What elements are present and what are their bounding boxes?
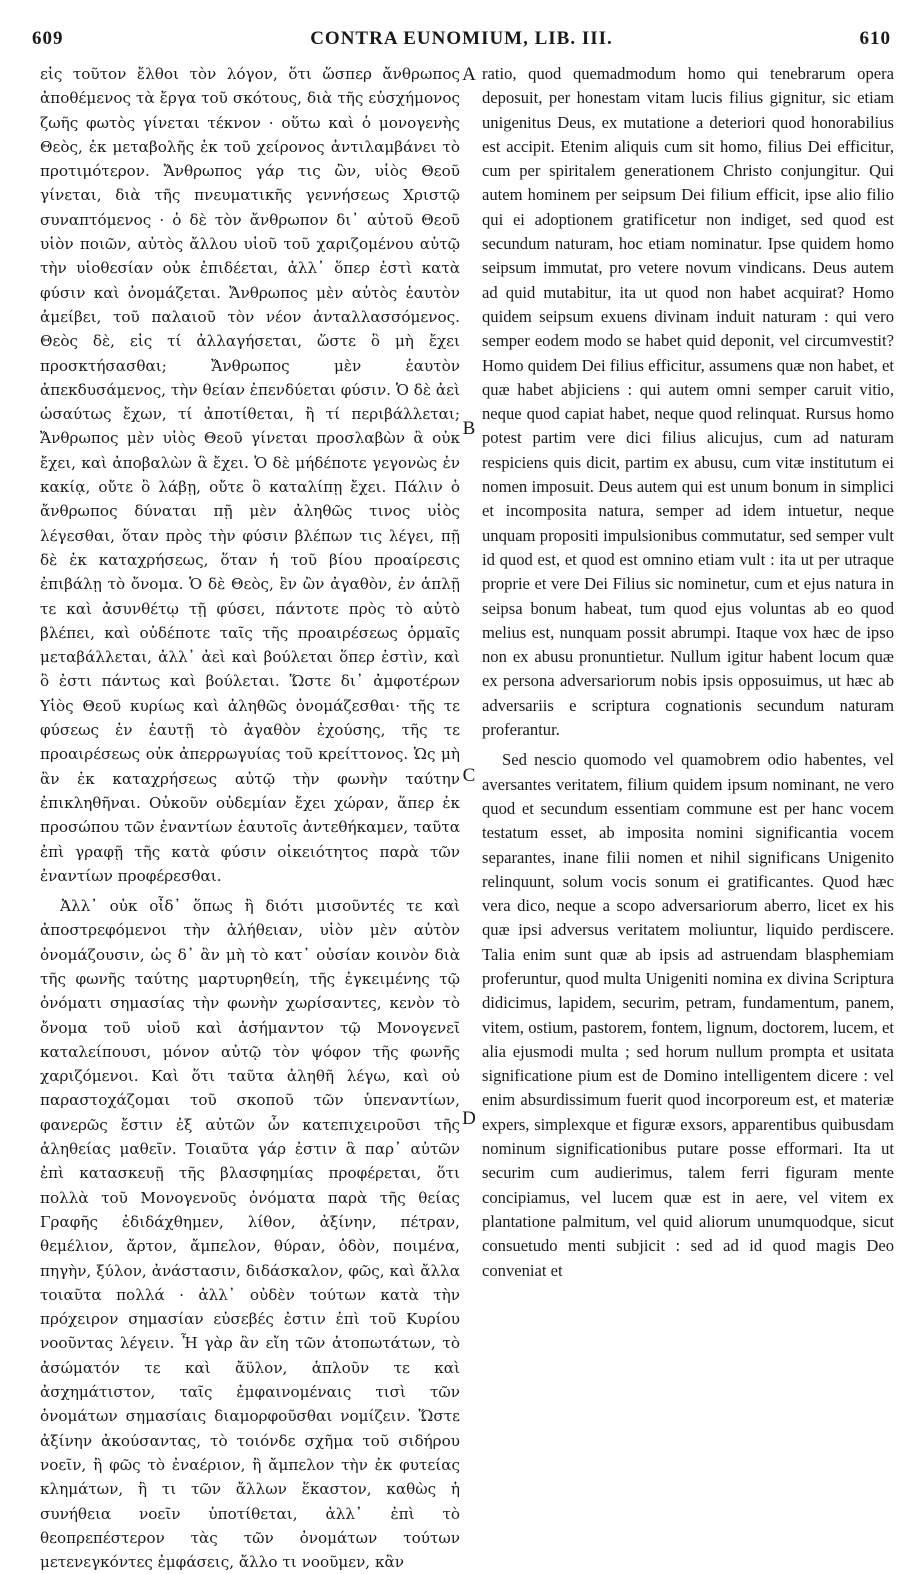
page-number-left: 609 [32, 28, 64, 49]
greek-paragraph-1: εἰς τοῦτον ἔλθοι τὸν λόγον, ὅτι ὥσπερ ἄνθρωπος ἀποθέμενος τὰ ἔργα τοῦ σκότους, διὰ τῆς εὐσχήμονος ζωῆς φωτὸς γίνεται τέκνον · οὕτω καὶ ὁ μονογενὴς Θεὸς, ἐκ μεταβολῆς ἐκ τοῦ χείρονος ἀντιλαμβάνει τὸ προτιμότερον. Ἄνθρωπος γάρ τις ὢν, υἱὸς Θεοῦ γίνεται, διὰ τῆς πνευματικῆς γεννήσεως Χριστῷ συναπτόμενος · ὁ δὲ τὸν ἄνθρωπον δι᾽ αὐτοῦ Θεοῦ υἱὸν ποιῶν, αὐτὸς ἄλλου υἱοῦ τοῦ χαριζομένου αὐτῷ τὴν υἱοθεσίαν οὐκ ἐπιδέεται, ἀλλ᾽ ὅπερ ἐστὶ κατὰ φύσιν καὶ ὀνομάζεται. Ἄνθρωπος μὲν αὐτὸς ἑαυτὸν ἀμείβει, τοῦ παλαιοῦ τὸν νέον ἀνταλλασσόμενος. Θεὸς δὲ, εἰς τί ἀλλαγήσεται, ὥστε ὃ μὴ ἔχει προσκτήσασθαι; Ἄνθρωπος μὲν ἑαυτὸν ἀπεκδυσάμενος, τὴν θείαν ἐπενδύεται φύσιν. Ὁ δὲ ἀεὶ ὡσαύτως ἔχων, τί ἀποτίθεται, ἢ τί περιβάλλεται; Ἄνθρωπος μὲν υἱὸς Θεοῦ γίνεται προσλαβὼν ἃ οὐκ ἔχει, καὶ ἀποβαλὼν ἃ ἔχει. Ὁ δὲ μήδέποτε γεγονὼς ἐν κακίᾳ, οὔτε ὃ λάβῃ, οὔτε ὃ καταλίπῃ ἔχει. Πάλιν ὁ ἄνθρωπος δύναται πῇ μὲν ἀληθῶς τινος υἱὸς λέγεσθαι, ὅταν πρὸς τὴν φύσιν βλέπων τις λέγει, πῇ δὲ ἐκ καταχρήσεως, ὅταν ἡ τοῦ βίου προαίρεσις ἐπιβάλῃ τὸ ὄνομα. Ὁ δὲ Θεὸς, ἓν ὢν ἀγαθὸν, ἐν ἁπλῇ τε καὶ ἀσυνθέτῳ τῇ φύσει, πάντοτε πρὸς τὸ αὐτὸ βλέπει, καὶ οὐδέποτε ταῖς τῆς προαιρέσεως ὁρμαῖς μεταβάλλεται, ἀλλ᾽ ἀεὶ καὶ βούλεται ὅπερ ἐστὶν, καὶ ὃ ἐστι πάντως καὶ βούλεται. Ὥστε δι᾽ ἀμφοτέρων Υἱὸς Θεοῦ κυρίως καὶ ἀληθῶς ὀνομάζεσθαι· τῆς τε φύσεως ἐν ἑαυτῇ τὸ ἀγαθὸν ἐχούσης, τῆς τε προαιρέσεως οὐκ ἀπερρωγυίας τοῦ κρείττονος. Ὡς μὴ ἂν ἐκ καταχρήσεως αὐτῷ τὴν φωνὴν ταύτην ἐπικληθῆναι. Οὐκοῦν οὐδεμίαν ἔχει χώραν, ἅπερ ἐκ προσώπου τῶν ἐναντίων ἑαυτοῖς ἀντεθήκαμεν, ταῦτα ἐπὶ γραφῇ τῆς κατὰ φύσιν οἰκειότητος παρὰ τῶν ἐναντίων προφέρεσθαι. [40, 65, 460, 885]
greek-paragraph-2: Ἀλλ᾽ οὐκ οἶδ᾽ ὅπως ἢ διότι μισοῦντές τε καὶ ἀποστρεφόμενοι τὴν ἀλήθειαν, υἱὸν μὲν αὐτὸν ὀνομάζουσιν, ὡς δ᾽ ἂν μὴ τὸ κατ᾽ οὐσίαν κοινὸν διὰ τῆς φωνῆς ταύτης μαρτυρηθείη, τῆς ἐγκειμένης τῷ ὀνόματι σημασίας τὴν φωνὴν χωρίσαντες, κενὸν τὸ ὄνομα τοῦ υἱοῦ καὶ ἀσήμαντον τῷ Μονογενεῖ καταλείπουσι, μόνον αὐτῷ τὸν ψόφον τῆς φωνῆς χαριζόμενοι. Καὶ ὅτι ταῦτα ἀληθῆ λέγω, καὶ οὐ παραστοχάζομαι τοῦ σκοποῦ τῶν ὑπεναντίων, φανερῶς ἔστιν ἐξ αὐτῶν ὧν κατεπιχειροῦσι τῆς ἀληθείας μαθεῖν. Τοιαῦτα γάρ ἐστιν ἃ παρ᾽ αὐτῶν ἐπὶ κατασκευῇ τῆς βλασφημίας προφέρεται, ὅτι πολλὰ τοῦ Μονογενοῦς ὀνόματα παρὰ τῆς θείας Γραφῆς ἐδιδάχθημεν, λίθον, ἀξίνην, πέτραν, θεμέλιον, ἄρτον, ἄμπελον, θύραν, ὁδὸν, ποιμένα, πηγὴν, ξύλον, ἀνάστασιν, διδάσκαλον, φῶς, καὶ ἄλλα τοιαῦτα πολλά · ἀλλ᾽ οὐδὲν τούτων κατὰ τὴν πρόχειρον σημασίαν εὐσεβές ἐστιν ἐπὶ τοῦ Κυρίου νοοῦντας λέγειν. Ἦ γὰρ ἂν εἴη τῶν ἀτοπωτάτων, τὸ ἀσώματόν τε καὶ ἄϋλον, ἁπλοῦν τε καὶ ἀσχημάτιστον, ταῖς ἐμφαινομέναις τισὶ τῶν ὀνομάτων σημασίαις διαμορφοῦσθαι νομίζειν. Ὥστε ἀξίνην ἀκούσαντας, τὸ τοιόνδε σχῆμα τοῦ σιδήρου νοεῖν, ἢ φῶς τὸ ἐναέριον, ἢ ἄμπελον τὴν ἐκ φυτείας κλημάτων, ἢ τι τῶν ἄλλων ἕκαστον, καθὼς ἡ συνήθεια νοεῖν ὑποτίθεται, ἀλλ᾽ ἐπὶ τὸ θεοπρεπέστερον τὰς τῶν ὀνομάτων τούτων μετενεγκόντες ἐμφάσεις, ἄλλο τι νοοῦμεν, κἂν [40, 897, 460, 1572]
latin-paragraph-1: ratio, quod quemadmodum homo qui tenebrarum opera deposuit, per honestam vitam lucis filius gignitur, sic etiam unigenitus Deus, ex mutatione a deteriori quod honorabilius est accipit. Etenim aliquis cum sit homo, filius Dei efficitur, cum per spiritalem generationem Christo conjungitur. Qui autem hominem per seipsum Dei filium efficit, ipse alio filio qui ei adoptionem gratificetur non indiget, sed quod est secundum naturam, hoc etiam nominatur. Ipse quidem homo seipsum immutat, pro vetere novum vindicans. Deus autem ad quid mutabitur, ita ut quod non habet acquirat? Homo quidem seipsum exuens divinam induit naturam : qui vero semper eodem modo se habet quid deponit, vel circumvestit? Homo quidem Dei filius efficitur, assumens quæ non habet, et quæ habet abjiciens : qui autem omni semper caruit vitio, neque quod capiat habet, neque quod relinquat. Rursus homo potest partim vere dici filius alicujus, cum ad naturam respiciens quis dicit, partim ex abusu, cum vitæ institutum ei nomen imposuit. Deus autem qui est unum bonum in simplici et incomposita natura, semper ad idem intuetur, neque unquam propositi impulsionibus commutatur, sed semper vult id quod est, et quod est omnino etiam vult : ita ut per utraque proprie et vere Dei Filius sic nominetur, cum et ejus natura in seipsa bonum habeat, tum quod ejus voluntas ab eo quod melius est, nunquam possit abrumpi. Itaque vox hæc de ipso non ex abusu pronuntietur. Nullum igitur habent locum quæ ex persona adversariorum nobis ipsis opposuimus, ut hæc ab adversariis e scriptura cognationis secundum naturam proferantur. [482, 64, 894, 740]
latin-column [482, 62, 894, 1283]
section-marker-c: C [462, 765, 476, 786]
running-title: CONTRA EUNOMIUM, LIB. III. [310, 28, 613, 49]
page-number-right: 610 [859, 28, 891, 49]
section-marker-d: D [462, 1108, 476, 1129]
greek-column [40, 62, 460, 1574]
section-marker-a: A [462, 64, 476, 85]
running-header [32, 28, 891, 50]
section-marker-b: B [462, 418, 476, 439]
latin-paragraph-2: Sed nescio quomodo vel quamobrem odio habentes, vel aversantes veritatem, filium quidem ipsum nominant, ne vero quod et secundum essentiam commune est per hanc vocem testatum esset, ab imposita nomini significantia vocem separantes, inane filii nomen et nihil significans Unigenito relinquunt, solum vocis sonum ei gratificantes. Quod hæc vera dico, neque a scopo adversariorum aberro, licet ex his quæ ipsi adversus veritatem moliuntur, liquido perdiscere. Talia enim sunt quæ ab ipsis ad astruendam blasphemiam proferuntur, quod multa Unigeniti nomina ex divina Scriptura didicimus, lapidem, securim, petram, fundamentum, panem, vitem, ostium, pastorem, fontem, lignum, doctorem, lucem, et alia ejusmodi multa ; sed horum nullum prompta et usitata significatione pium est de Domino intelligentem dicere : vel enim absurdissimum fuerit quod incorporeum est, et materiæ expers, simplexque et figuræ exsors, apparentibus quibusdam nominum significationibus putare posse efformari. Ita ut securim cum audierimus, talem ferri figuram mente concipiamus, vel lucem quæ est in aere, vel vitem ex plantatione palmitum, vel quid aliorum unumquodque, sicut consuetudo menti subjicit : sed ad id quod magis Deo conveniat et [482, 750, 894, 1280]
